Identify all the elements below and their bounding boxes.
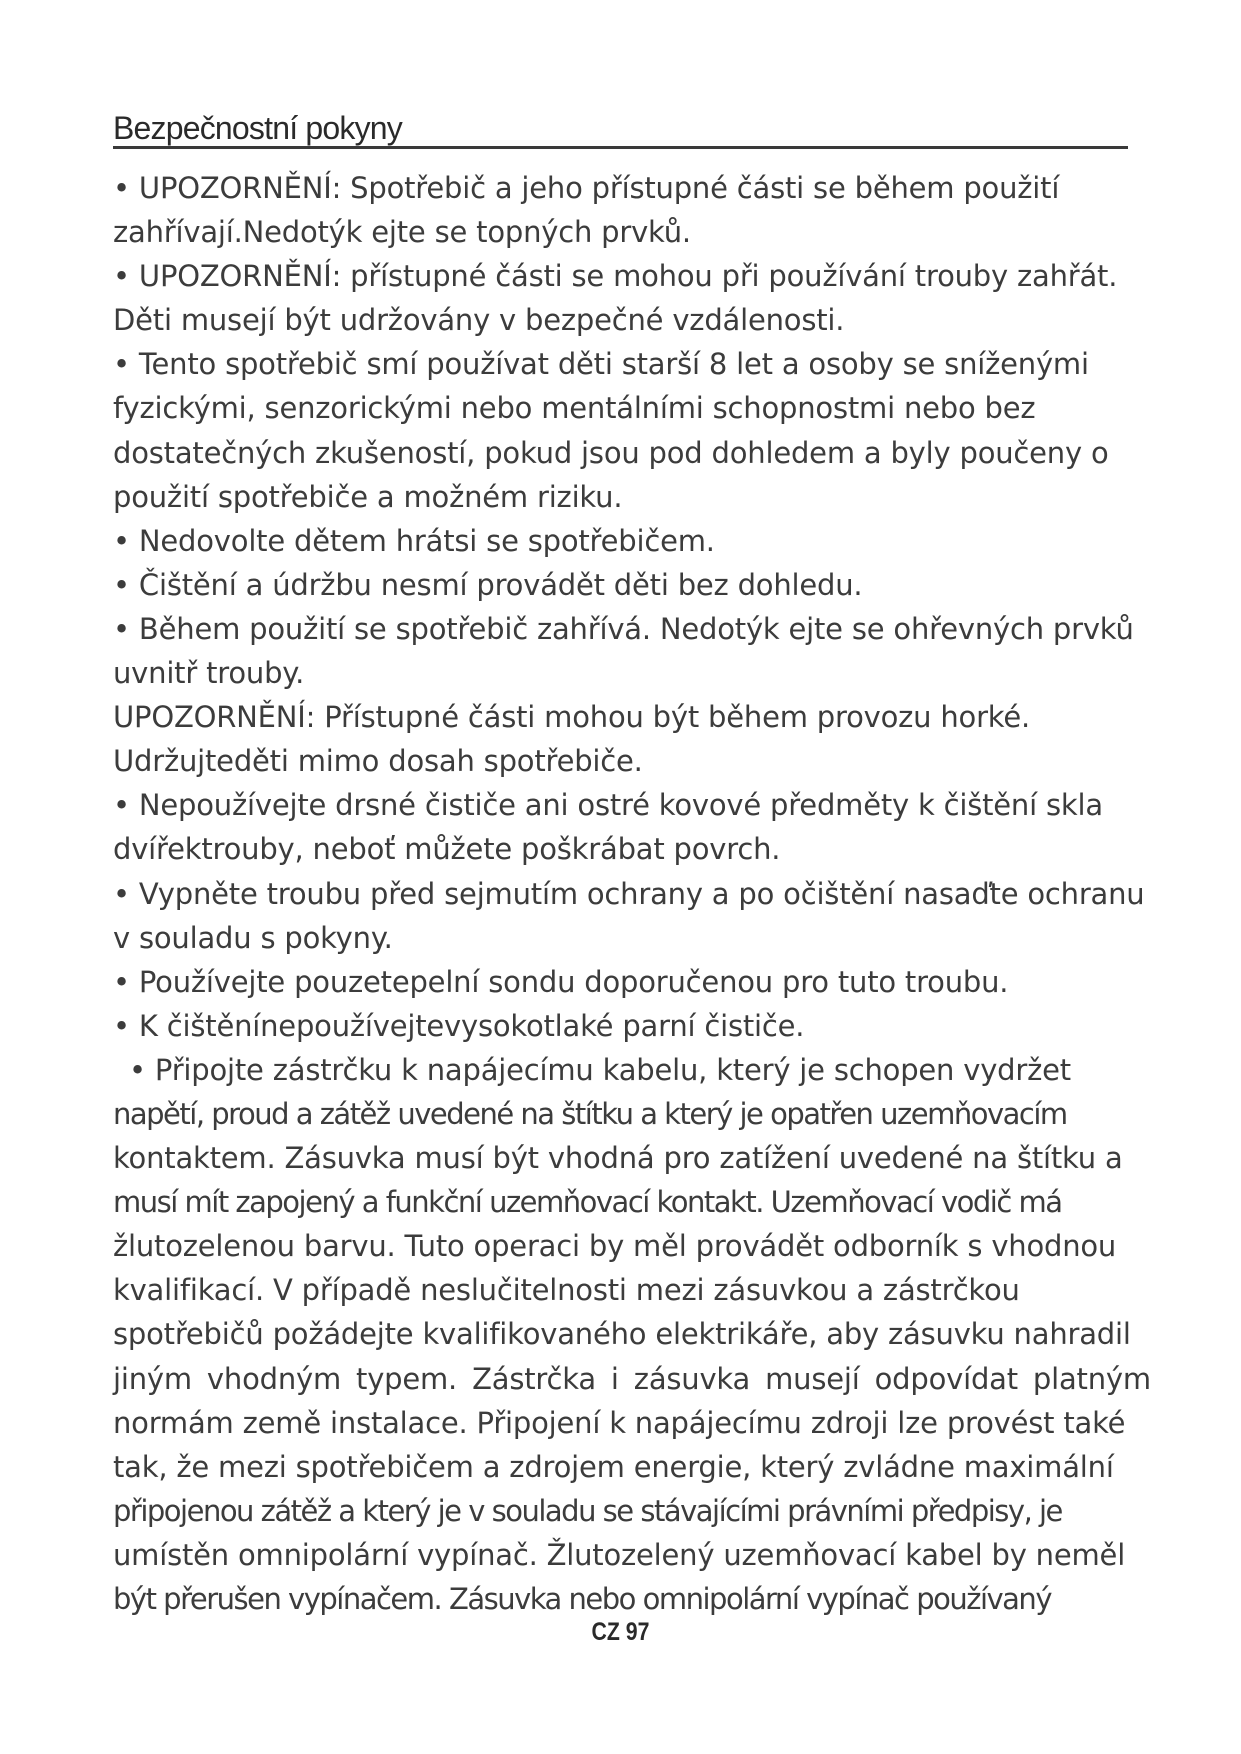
text-line: zahřívají.Nedotýk ejte se topných prvků.	[113, 215, 691, 250]
text-line: spotřebičů požádejte kvalifikovaného elektrikáře, aby zásuvku nahradil	[113, 1317, 1131, 1352]
text-line: musí mít zapojený a funkční uzemňovací kontakt. Uzemňovací vodič má	[113, 1185, 1062, 1220]
text-line: • UPOZORNĚNÍ: Spotřebič a jeho přístupné části se během použití	[113, 171, 1060, 205]
text-line: napětí, proud a zátěž uvedené na štítku a který je opatřen uzemňovacím	[113, 1096, 1067, 1131]
text-line: • K čištěnínepoužívejtevysokotlaké parní čističe.	[113, 1008, 805, 1043]
text-line: jiným vhodným typem. Zástrčka i zásuvka musejí odpovídat platným	[113, 1361, 1151, 1396]
safety-instructions-body	[113, 166, 1173, 1621]
text-line: Děti musejí být udržovány v bezpečné vzdálenosti.	[113, 303, 845, 338]
text-line: • Nepoužívejte drsné čističe ani ostré kovové předměty k čištění skla	[113, 788, 1103, 823]
text-line: dostatečných zkušeností, pokud jsou pod dohledem a byly poučeny o	[113, 435, 1109, 470]
text-line: dvířektrouby, neboť můžete poškrábat povrch.	[113, 832, 781, 867]
text-line: normám země instalace. Připojení k napájecímu zdroji lze provést také	[113, 1405, 1126, 1440]
text-line: • Používejte pouzetepelní sondu doporučenou pro tuto troubu.	[113, 964, 1009, 999]
text-line: Udržujteděti mimo dosah spotřebiče.	[113, 744, 643, 779]
text-line: • Během použití se spotřebič zahřívá. Nedotýk ejte se ohřevných prvků	[113, 611, 1134, 646]
text-line: • Čištění a údržbu nesmí provádět děti bez dohledu.	[113, 567, 863, 602]
text-line: být přerušen vypínačem. Zásuvka nebo omnipolární vypínač používaný	[113, 1582, 1051, 1616]
text-line: • Nedovolte dětem hrátsi se spotřebičem.	[113, 523, 715, 558]
text-line: • Tento spotřebič smí používat děti starší 8 let a osoby se sníženými	[113, 347, 1089, 382]
text-line: umístěn omnipolární vypínač. Žlutozelený uzemňovací kabel by neměl	[113, 1537, 1126, 1572]
page-number: CZ 97	[591, 1618, 650, 1646]
text-line: fyzickými, senzorickými nebo mentálními schopnostmi nebo bez	[113, 391, 1036, 426]
text-line: žlutozelenou barvu. Tuto operaci by měl provádět odborník s vhodnou	[113, 1229, 1117, 1264]
text-line: kvalifikací. V případě neslučitelnosti mezi zásuvkou a zástrčkou	[113, 1273, 1020, 1308]
text-line: UPOZORNĚNÍ: Přístupné části mohou být během provozu horké.	[113, 700, 1031, 735]
text-line: v souladu s pokyny.	[113, 920, 393, 955]
text-line: kontaktem. Zásuvka musí být vhodná pro zatížení uvedené na štítku a	[113, 1141, 1123, 1176]
text-line: • UPOZORNĚNÍ: přístupné části se mohou při používání trouby zahřát.	[113, 259, 1118, 294]
page-title: Bezpečnostní pokyny	[113, 108, 1128, 149]
text-line: připojenou zátěž a který je v souladu se stávajícími právními předpisy, je	[113, 1493, 1062, 1528]
text-line: použití spotřebiče a možném riziku.	[113, 479, 623, 514]
text-line: • Připojte zástrčku k napájecímu kabelu, který je schopen vydržet	[129, 1052, 1071, 1087]
text-line: uvnitř trouby.	[113, 656, 305, 691]
text-line: • Vypněte troubu před sejmutím ochrany a po očištění nasaďte ochranu	[113, 876, 1145, 911]
text-line: tak, že mezi spotřebičem a zdrojem energie, který zvládne maximální	[113, 1449, 1114, 1484]
